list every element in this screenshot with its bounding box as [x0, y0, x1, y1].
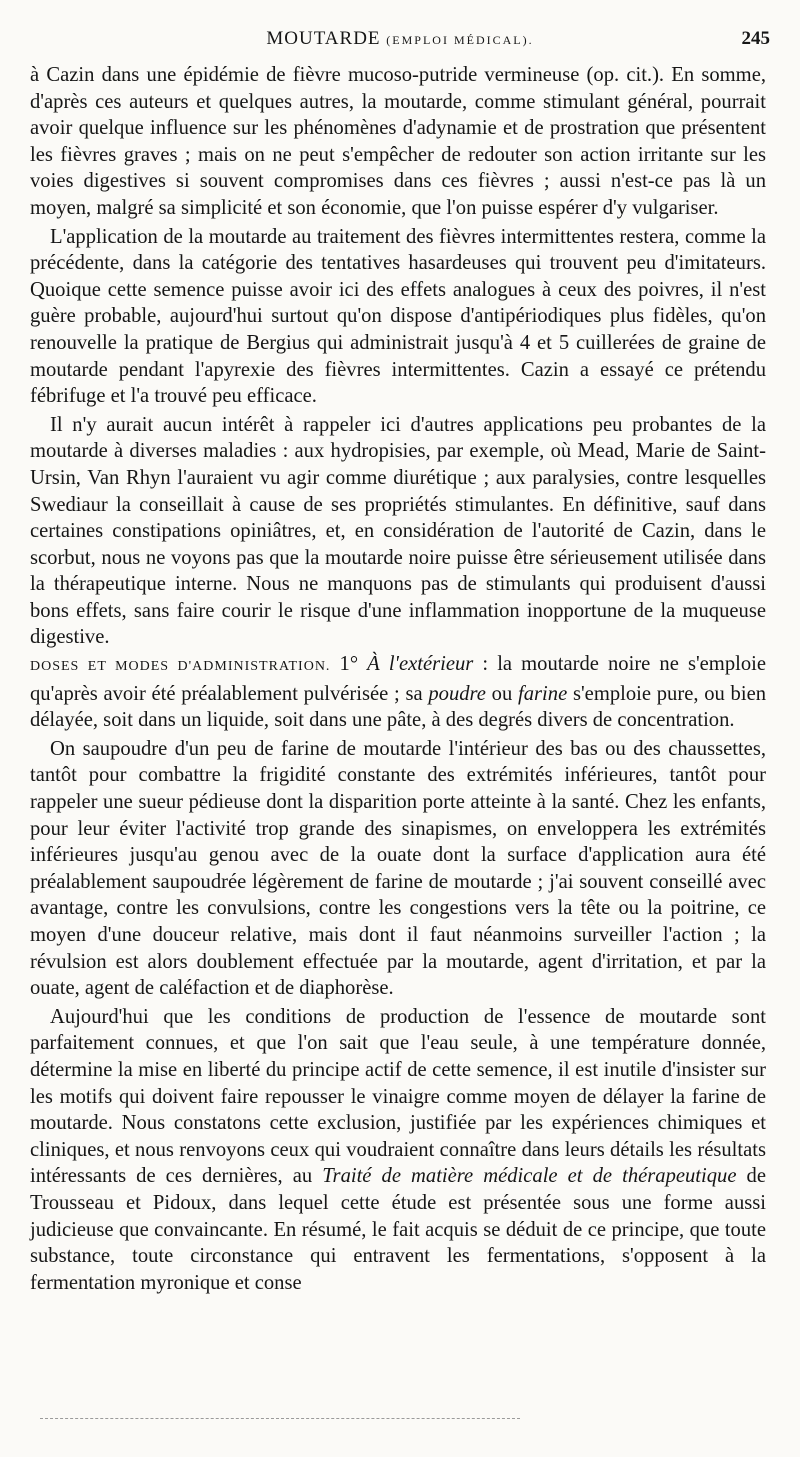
p6-italic-book-title: Traité de matière médicale et de thérapeutique [322, 1165, 737, 1188]
p4-text-g: s'emploie pure, ou bien délayée, soit dans un liquide, soit dans une pâte, à des degrés divers de concentration. [30, 682, 767, 732]
body-text [30, 62, 766, 1296]
header-title: MOUTARDE [266, 28, 381, 49]
section-heading-doses: DOSES ET MODES D'ADMINISTRATION. [30, 659, 331, 675]
p4-text-c: : la moutarde noire ne s'emploie qu'après avoir été préalablement pulvérisée ; sa [30, 653, 767, 705]
header-subtitle: (EMPLOI MÉDICAL). [386, 33, 534, 47]
paragraph-6 [30, 1004, 766, 1297]
p6-text-a: Aujourd'hui que les conditions de production de l'essence de moutarde sont parfaitement connues, et que l'on sait que l'eau seule, à une température donnée, détermine la mise en liberté du principe actif de cette semence, il est inutile d'insister sur les motifs qui doivent faire repousser le vinaigre comme moyen de délayer la farine de moutarde. Nous constatons cette exclusion, justifiée par les expériences chimiques et cliniques, et nous renvoyons ceux qui voudraient connaître dans leurs détails les résultats intéressants de ces dernières, au [30, 1005, 766, 1188]
paragraph-2: L'application de la moutarde au traitement des fièvres intermittentes restera, comme la précédente, dans la catégorie des tentatives hasardeuses qui trouvent peu d'imitateurs. Quoique cette semence puisse avoir ici des effets analogues à ceux des poivres, il n'est guère probable, aujourd'hui surtout qu'on dispose d'antipériodiques plus fidèles, qu'on renouvelle la pratique de Bergius qui administrait jusqu'à 4 et 5 cuillerées de graine de moutarde pendant l'apyrexie des fièvres intermittentes. Cazin a essayé ce prétendu fébrifuge et l'a trouvé peu efficace. [30, 225, 766, 408]
p4-text-e: ou [485, 682, 519, 705]
running-title [30, 28, 770, 50]
paragraph-1: à Cazin dans une épidémie de fièvre mucoso-putride vermineuse (op. cit.). En somme, d'après ces auteurs et quelques autres, la moutarde, comme stimulant général, pourrait avoir quelque influence sur les phénomènes d'adynamie et de prostration que présentent les fièvres graves ; mais on ne peut s'empêcher de redouter son action irritante sur les voies digestives si souvent compromises dans ces fièvres ; aussi n'est-ce pas là un moyen, malgré sa simplicité et son économie, que l'on puisse espérer d'y vulgariser. [30, 64, 766, 219]
p6-text-c: de Trousseau et Pidoux, dans lequel cette étude est présentée sous une forme aussi judicieuse que convaincante. En résumé, le fait acquis se déduit de ce principe, que toute substance, toute circonstance qui entravent les fermentations, s'opposent à la fermentation myronique et conse [30, 1165, 766, 1294]
p4-text-a: 1° [330, 653, 368, 676]
page-number: 245 [741, 28, 770, 49]
p4-italic-poudre: poudre [428, 682, 486, 705]
running-header [30, 28, 770, 58]
paragraph-5: On saupoudre d'un peu de farine de moutarde l'intérieur des bas ou des chaussettes, tantôt pour combattre la frigidité constante des extrémités inférieures, tantôt pour rappeler une sueur pédieuse dont la disparition porte atteinte à la santé. Chez les enfants, pour leur éviter l'activité trop grande des sinapismes, on enveloppera les extrémités inférieures jusqu'au genou avec de la ouate dont la surface d'application aura été préalablement saupoudrée légèrement de farine de moutarde ; j'ai souvent conseillé avec avantage, contre les convulsions, contre les congestions vers la tête ou la poitrine, ce moyen d'une douceur relative, mais dont il faut néanmoins surveiller l'action ; la révulsion est alors doublement effectuée par la moutarde, agent d'irritation, et par la ouate, agent de caléfaction et de diaphorèse. [30, 737, 766, 1000]
paragraph-4 [30, 651, 766, 734]
footer-rule [40, 1418, 520, 1419]
p4-italic-farine: farine [518, 682, 568, 705]
paragraph-3: Il n'y aurait aucun intérêt à rappeler ici d'autres applications peu probantes de la moutarde à diverses maladies : aux hydropisies, par exemple, où Mead, Marie de Saint-Ursin, Van Rhyn l'auraient vu agir comme diurétique ; aux paralysies, contre lesquelles Swediaur la conseillait à cause de ses propriétés stimulantes. En définitive, sauf dans certaines constipations opiniâtres, et, en considération de l'autorité de Cazin, dans le scorbut, nous ne voyons pas que la moutarde noire puisse être sérieusement utilisée dans la thérapeutique interne. Nous ne manquons pas de stimulants qui produisent d'aussi bons effets, sans faire courir le risque d'une inflammation inopportune de la muqueuse digestive. [30, 413, 766, 649]
p4-italic-exterieur: À l'extérieur [367, 653, 474, 676]
